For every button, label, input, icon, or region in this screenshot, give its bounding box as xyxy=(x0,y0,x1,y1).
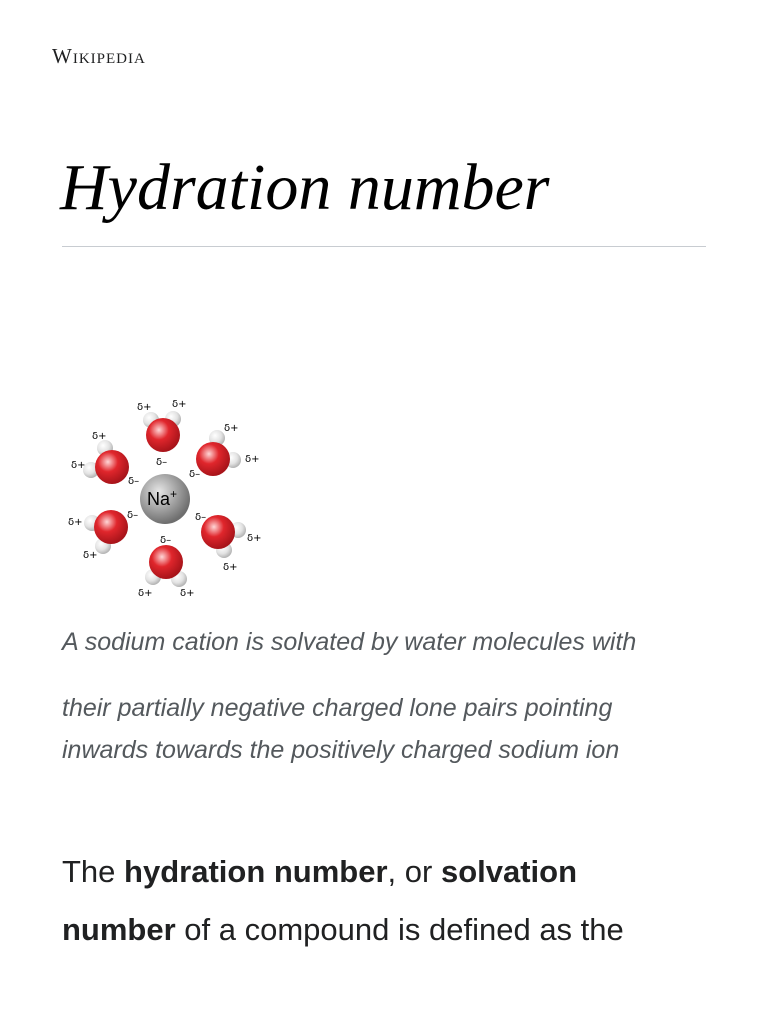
delta-plus-label: δ+ xyxy=(92,431,107,442)
oxygen-atom xyxy=(149,545,183,579)
solvation-figure[interactable] xyxy=(62,394,274,606)
delta-plus-label: δ+ xyxy=(223,562,238,573)
oxygen-atom xyxy=(94,510,128,544)
delta-plus-label: δ+ xyxy=(247,533,262,544)
delta-minus-label: δ– xyxy=(127,510,139,521)
bold-term-hydration-number: hydration number xyxy=(124,854,388,889)
oxygen-atom xyxy=(146,418,180,452)
delta-plus-label: δ+ xyxy=(172,399,187,410)
title-divider xyxy=(62,246,706,247)
water-molecule-lower-left xyxy=(84,510,128,554)
sodium-hydration-diagram xyxy=(62,394,274,606)
water-molecule-lower-right xyxy=(201,515,246,558)
water-molecule-top xyxy=(143,411,181,452)
delta-minus-label: δ– xyxy=(195,512,207,523)
wikipedia-wordmark[interactable]: Wikipedia xyxy=(52,44,146,68)
caption-line: A sodium cation is solvated by water molecules with xyxy=(62,628,637,656)
lead-line xyxy=(62,854,577,890)
caption-line: inwards towards the positively charged sodium ion xyxy=(62,736,620,764)
delta-minus-label: δ– xyxy=(156,457,168,468)
delta-plus-label: δ+ xyxy=(180,588,195,599)
water-molecule-upper-left xyxy=(83,440,129,484)
delta-plus-label: δ+ xyxy=(224,423,239,434)
ion-label: Na+ xyxy=(147,487,178,509)
oxygen-atom xyxy=(95,450,129,484)
bold-term-solvation: solvation xyxy=(440,854,578,889)
lead-text: , or xyxy=(387,854,441,889)
delta-plus-label: δ+ xyxy=(137,402,152,413)
lead-text: The xyxy=(62,854,125,889)
delta-plus-label: δ+ xyxy=(245,454,260,465)
delta-plus-label: δ+ xyxy=(68,517,83,528)
delta-plus-label: δ+ xyxy=(71,460,86,471)
oxygen-atom xyxy=(196,442,230,476)
lead-text: of a compound is defined as the xyxy=(175,912,624,947)
delta-plus-label: δ+ xyxy=(83,550,98,561)
water-molecule-bottom xyxy=(145,545,187,587)
water-molecule-upper-right xyxy=(196,430,241,476)
bold-term-number: number xyxy=(62,912,176,947)
delta-plus-label: δ+ xyxy=(138,588,153,599)
delta-minus-label: δ– xyxy=(189,469,201,480)
lead-line xyxy=(62,912,624,948)
caption-line: their partially negative charged lone pairs pointing xyxy=(62,694,613,722)
delta-minus-label: δ– xyxy=(128,476,140,487)
page-title: Hydration number xyxy=(60,151,550,224)
sodium-ion xyxy=(140,474,190,524)
delta-minus-label: δ– xyxy=(160,535,172,546)
